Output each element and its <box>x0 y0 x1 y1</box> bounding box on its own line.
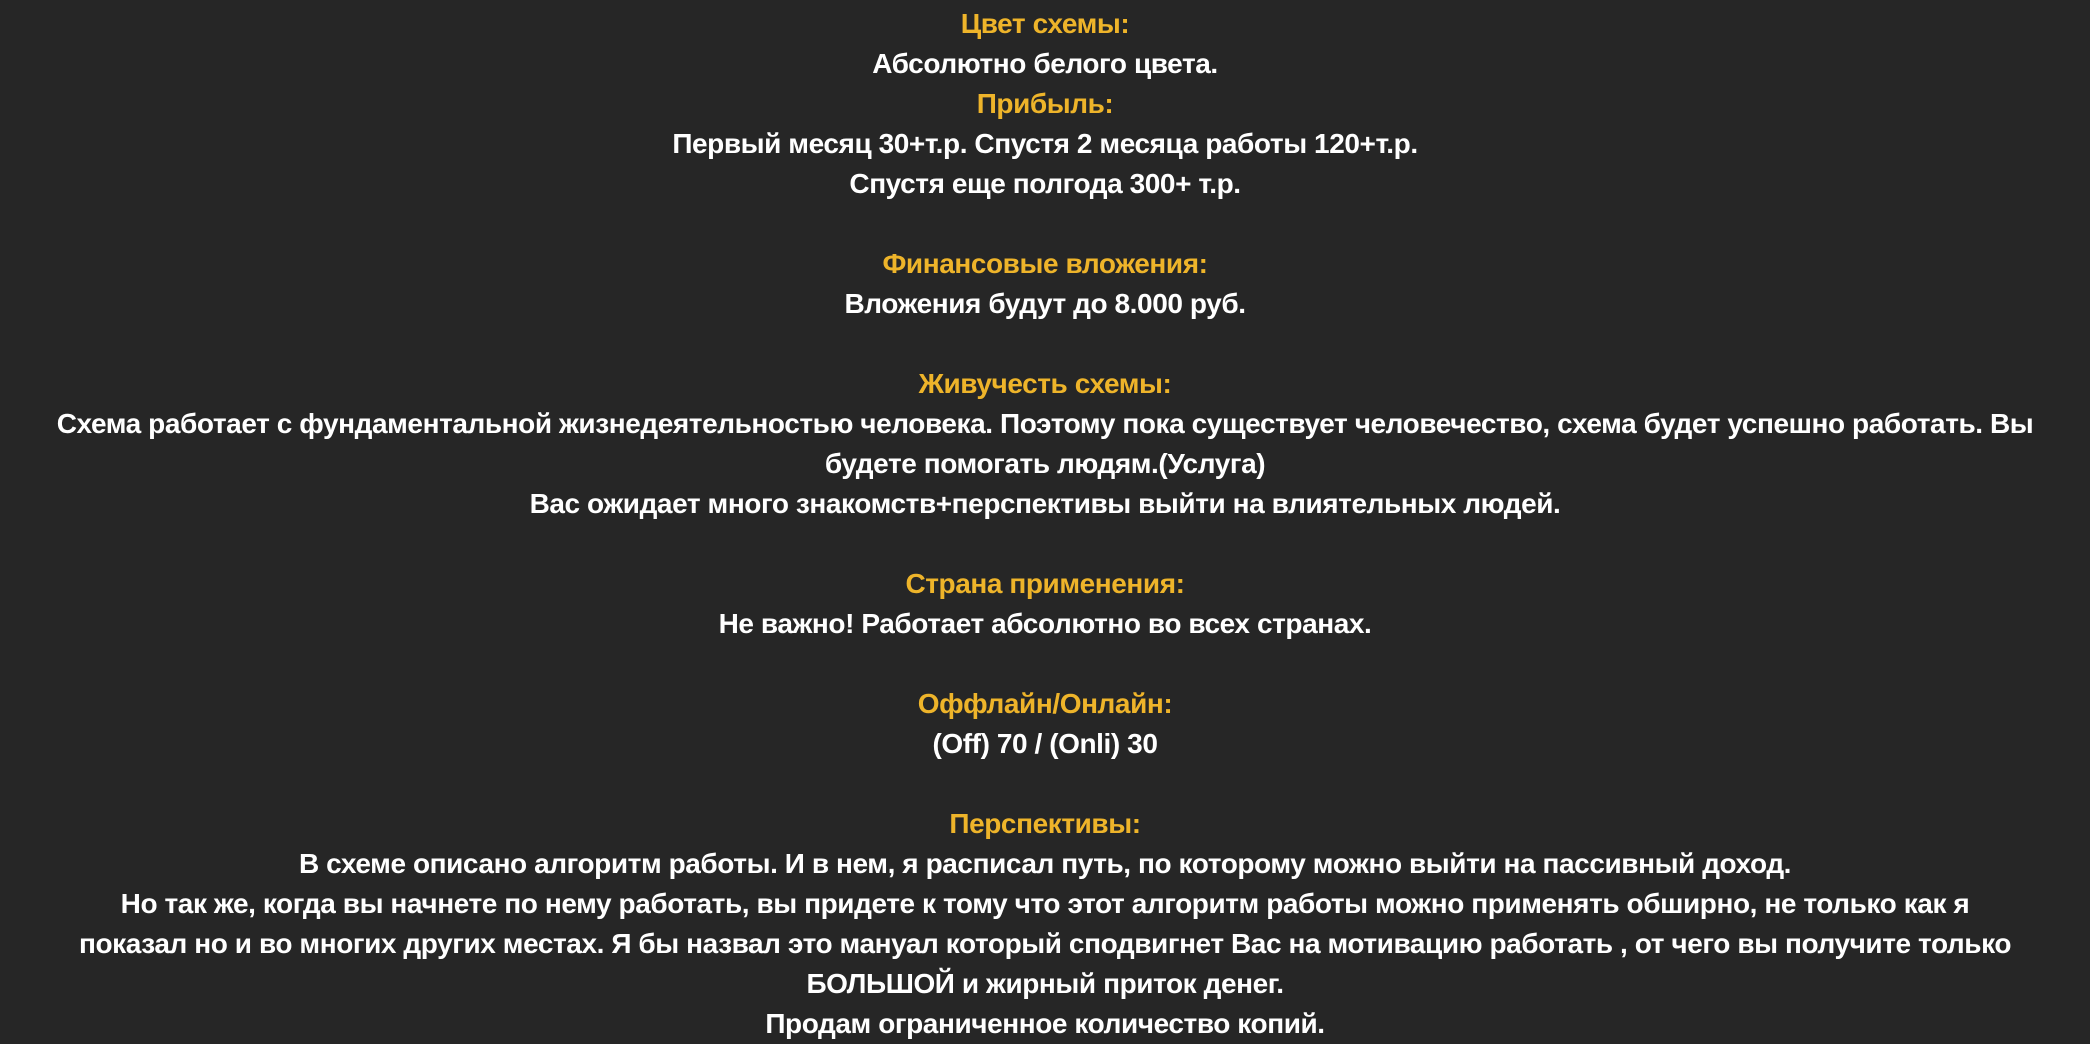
section-spacer <box>0 524 2090 564</box>
section-heading: Финансовые вложения: <box>882 248 1208 279</box>
section-line: Спустя еще полгода 300+ т.р. <box>849 168 1241 199</box>
section-line: БОЛЬШОЙ и жирный приток денег. <box>806 968 1284 999</box>
section-line: В схеме описано алгоритм работы. И в нем, я расписал путь, по которому можно выйти на пассивный доход. <box>298 848 1792 879</box>
section-heading: Цвет схемы: <box>960 8 1130 39</box>
section-heading: Страна применения: <box>905 568 1185 599</box>
section-heading: Перспективы: <box>949 808 1141 839</box>
section-spacer <box>0 204 2090 244</box>
section-line: Вложения будут до 8.000 руб. <box>844 288 1246 319</box>
section-line: Вас ожидает много знакомств+перспективы выйти на влиятельных людей. <box>529 488 1561 519</box>
section-line: Первый месяц 30+т.р. Спустя 2 месяца работы 120+т.р. <box>672 128 1418 159</box>
section-heading: Прибыль: <box>976 88 1114 119</box>
section-line: Продам ограниченное количество копий. <box>765 1008 1325 1039</box>
section-spacer <box>0 644 2090 684</box>
section-line: Но так же, когда вы начнете по нему работать, вы придете к тому что этот алгоритм работы можно применять обширно, не только как я <box>120 888 1970 919</box>
section-line: Абсолютно белого цвета. <box>872 48 1218 79</box>
section-spacer <box>0 764 2090 804</box>
section-heading: Оффлайн/Онлайн: <box>917 688 1173 719</box>
section-line: будете помогать людям.(Услуга) <box>824 448 1266 479</box>
section-line: Схема работает с фундаментальной жизнедеятельностью человека. Поэтому пока существует человечество, схема будет успешно работать. Вы <box>56 408 2034 439</box>
section-line: (Off) 70 / (Onli) 30 <box>932 728 1158 759</box>
section-spacer <box>0 324 2090 364</box>
section-heading: Живучесть схемы: <box>918 368 1172 399</box>
section-line: Не важно! Работает абсолютно во всех странах. <box>718 608 1372 639</box>
section-line: показал но и во многих других местах. Я бы назвал это мануал который сподвигнет Вас на мотивацию работать , от чего вы получите только <box>78 928 2012 959</box>
